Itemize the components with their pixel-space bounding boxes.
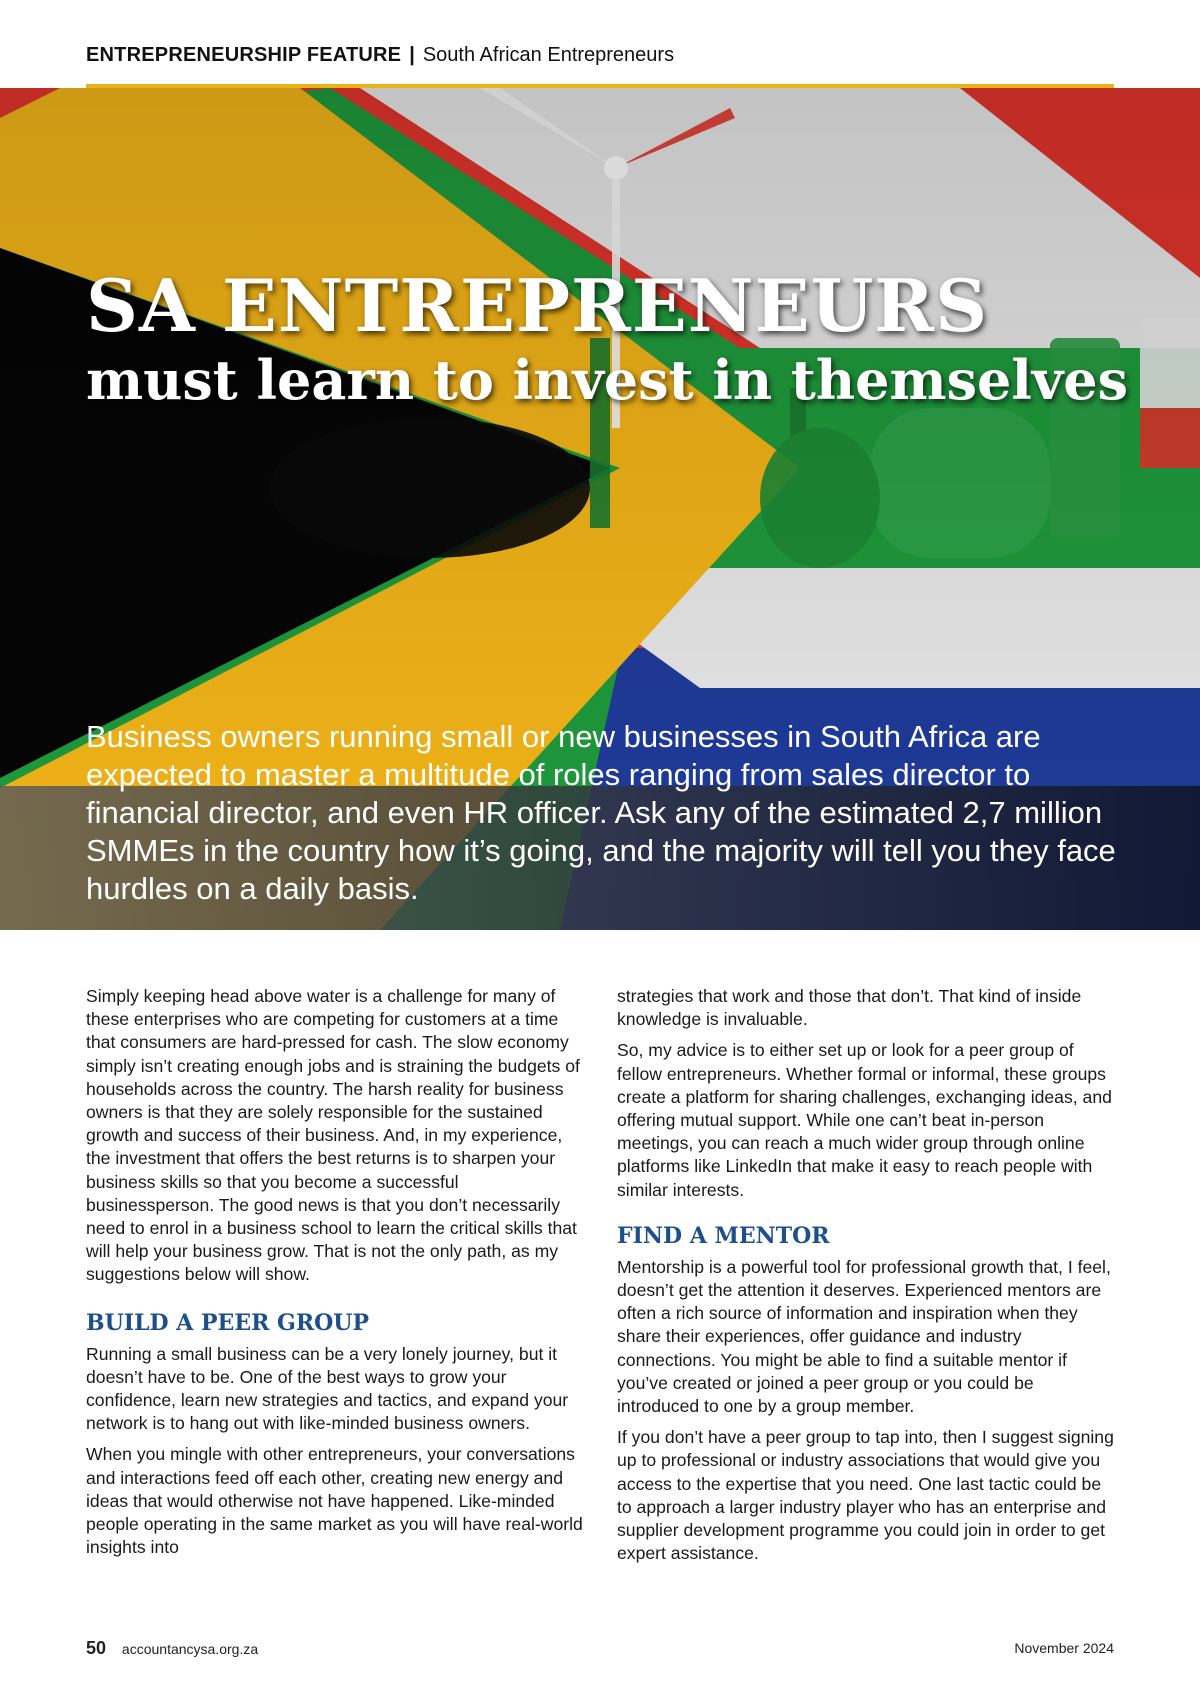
page-number: 50: [86, 1638, 107, 1658]
standfirst: Business owners running small or new businesses in South Africa are expected to master a multitude of roles ranging from sales director to financial director, and even HR officer. Ask any of the estimated 2,7 million SMMEs in the country how it’s going, and the majority will tell you they face hurdles on a daily basis.: [86, 719, 1116, 906]
paragraph: Mentorship is a powerful tool for professional growth that, I feel, doesn’t get the attention it deserves. Experienced mentors are often a rich source of information and inspiration when they share their experiences, offer guidance and industry connections. You might be able to find a suitable mentor if you’ve created or joined a peer group or you could be introduced to one by a group member.: [617, 1256, 1111, 1417]
article-column-right: [617, 985, 1119, 1573]
paragraph: Simply keeping head above water is a challenge for many of these enterprises who are competing for customers at a time that consumers are hard-pressed for cash. The slow economy simply isn’t creating enough jobs and is straining the budgets of households across the country. The harsh reality for business owners is that they are solely responsible for the sustained growth and success of their business. And, in my experience, the investment that offers the best returns is to sharpen your business skills so that you become a successful businessperson. The good news is that you don’t necessarily need to enrol in a business school to learn the critical skills that will help your business grow. That is not the only path, as my suggestions below will show.: [86, 986, 580, 1285]
paragraph: When you mingle with other entrepreneurs, your conversations and interactions feed off each other, creating new energy and ideas that would otherwise not have happened. Like-minded people operating in the same market as you will have real-world insights into: [86, 1444, 583, 1558]
subheading-peer-group: BUILD A PEER GROUP: [86, 1309, 369, 1336]
paragraph: Running a small business can be a very lonely journey, but it doesn’t have to be. One of the best ways to grow your confidence, learn new strategies and tactics, and expand your network is to hang out with like-minded business owners.: [86, 1343, 569, 1434]
issue-date: November 2024: [1014, 1640, 1114, 1656]
paragraph: strategies that work and those that don’t. That kind of inside knowledge is invaluable.: [617, 986, 1082, 1030]
page-footer: [86, 1638, 1114, 1662]
subsection-label: South African Entrepreneurs: [422, 44, 675, 66]
title-line-main: SA ENTREPRENEURS: [86, 263, 989, 348]
section-label: ENTREPRENEURSHIP FEATURE: [86, 44, 402, 66]
paragraph: If you don’t have a peer group to tap into, then I suggest signing up to professional or industry associations that would give you access to the expertise that you need. One last tactic could be to approach a larger industry player who has an enterprise and supplier development programme you could join in order to get expert assistance.: [617, 1427, 1114, 1564]
subheading-mentor: FIND A MENTOR: [617, 1222, 830, 1249]
title-line-sub: must learn to invest in themselves: [86, 348, 1129, 412]
running-header: [86, 44, 674, 67]
header-separator: |: [409, 44, 415, 66]
website-link[interactable]: accountancysa.org.za: [121, 1641, 259, 1657]
paragraph: So, my advice is to either set up or look for a peer group of fellow entrepreneurs. Whether formal or informal, these groups create a platform for sharing challenges, exchanging ideas, and offering mutual support. While one can’t beat in-person meetings, you can reach a much wider group through online platforms like LinkedIn that make it easy to reach people with similar interests.: [617, 1040, 1112, 1200]
article-title: [86, 264, 1128, 412]
article-column-left: [86, 985, 588, 1567]
